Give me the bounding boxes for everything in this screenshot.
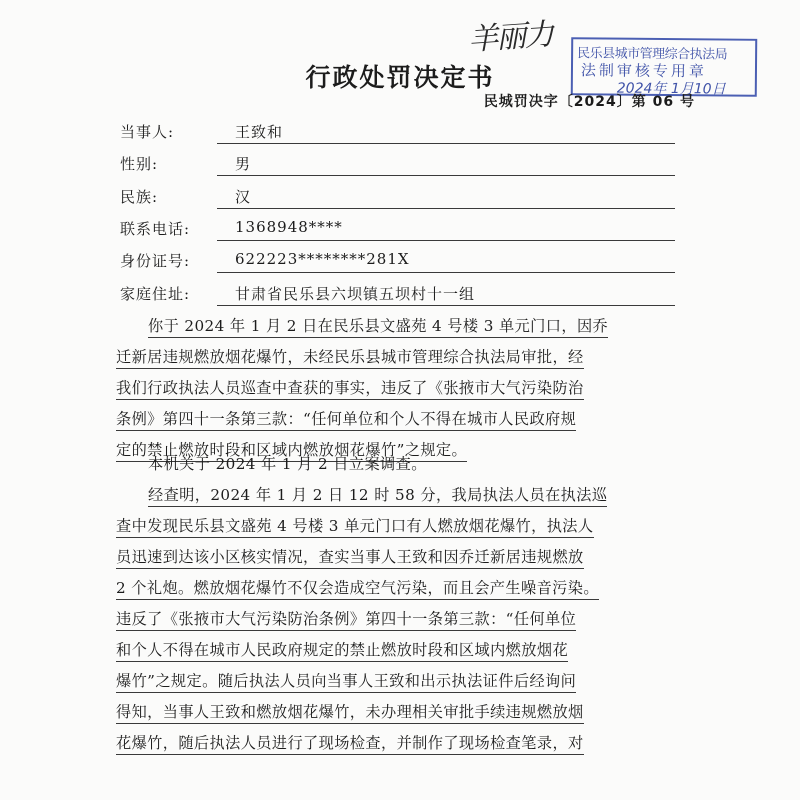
paragraph-line: 条例》第四十一条第三款：“任何单位和个人不得在城市人民政府规 (116, 410, 576, 431)
paragraph-investigation (116, 484, 676, 763)
field-ethnicity (120, 186, 675, 210)
document-title: 行政处罚决定书 (305, 63, 495, 92)
paragraph-line: 花爆竹，随后执法人员进行了现场检查，并制作了现场检查笔录，对 (116, 734, 584, 755)
stamp-purpose: 法制审核专用章 (580, 61, 708, 81)
field-value: 甘肃省民乐县六坝镇五坝村十一组 (217, 283, 675, 306)
paragraph-line: 和个人不得在城市人民政府规定的禁止燃放时段和区域内燃放烟花 (116, 641, 568, 662)
field-label: 身份证号: (120, 252, 191, 270)
review-stamp (571, 37, 757, 97)
field-value: 男 (217, 153, 675, 176)
paragraph-line: 迁新居违规燃放烟花爆竹，未经民乐县城市管理综合执法局审批，经 (116, 348, 584, 369)
paragraph-line: 本机关于 2024 年 1 月 2 日立案调查。 (148, 455, 427, 473)
field-value: 1368948**** (217, 218, 675, 241)
field-id-number (120, 250, 675, 274)
field-value: 622223********281X (217, 250, 675, 273)
paragraph-line: 我们行政执法人员巡查中查获的事实，违反了《张掖市大气污染防治 (116, 379, 584, 400)
field-gender (120, 153, 675, 177)
paragraph-line: 查中发现民乐县文盛苑 4 号楼 3 单元门口有人燃放烟花爆竹，执法人 (116, 517, 594, 538)
field-address (120, 283, 675, 307)
paragraph-line: 得知，当事人王致和燃放烟花爆竹，未办理相关审批手续违规燃放烟 (116, 703, 584, 724)
field-value: 王致和 (217, 121, 675, 144)
document-number: 民城罚决字〔2024〕第 06 号 (483, 94, 695, 110)
field-party (120, 121, 675, 145)
paragraph-line: 定的禁止燃放时段和区域内燃放烟花爆竹”之规定。 (116, 441, 467, 462)
field-label: 民族: (120, 188, 159, 206)
field-label: 性别: (120, 155, 159, 173)
paragraph-line: 违反了《张掖市大气污染防治条例》第四十一条第三款：“任何单位 (116, 610, 576, 631)
stamp-date: 2024年 1月10日 (616, 80, 726, 98)
field-value: 汉 (217, 186, 675, 209)
paragraph-line: 2 个礼炮。燃放烟花爆竹不仅会造成空气污染，而且会产生噪音污染。 (116, 579, 599, 600)
paragraph-line: 员迅速到达该小区核实情况，查实当事人王致和因乔迁新居违规燃放 (116, 548, 584, 569)
paragraph-line: 你于 2024 年 1 月 2 日在民乐县文盛苑 4 号楼 3 单元门口，因乔 (148, 317, 608, 338)
field-label: 家庭住址: (120, 285, 191, 303)
stamp-agency: 民乐县城市管理综合执法局 (577, 46, 728, 63)
field-label: 联系电话: (120, 220, 191, 238)
paragraph-facts (116, 315, 676, 470)
handwritten-signature: 羊丽力 (467, 17, 554, 58)
field-label: 当事人: (120, 123, 175, 141)
paragraph-line: 经查明，2024 年 1 月 2 日 12 时 58 分，我局执法人员在执法巡 (148, 486, 607, 507)
paragraph-line: 爆竹”之规定。随后执法人员向当事人王致和出示执法证件后经询问 (116, 672, 576, 693)
paragraph-case-filing (116, 453, 676, 484)
field-phone (120, 218, 675, 242)
